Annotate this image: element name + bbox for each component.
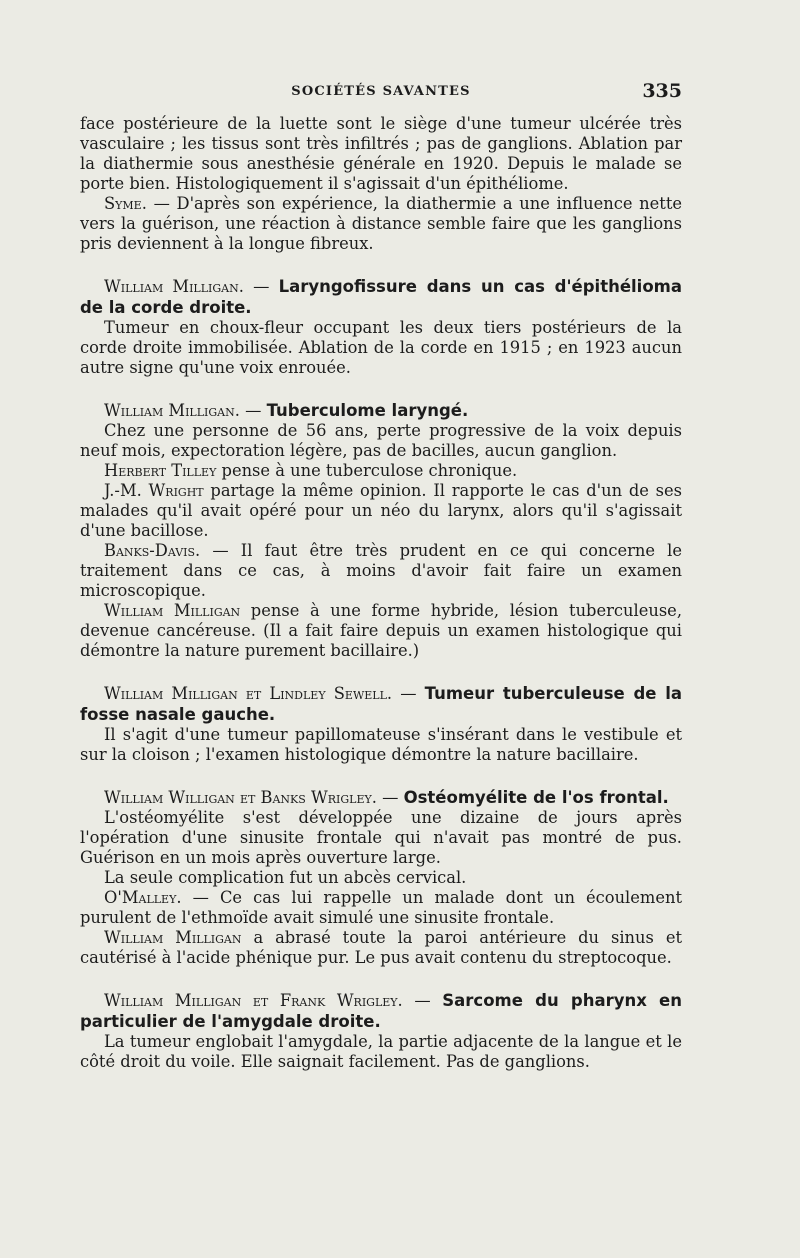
speaker-name: Herbert Tilley [104,461,217,480]
section-paragraph [80,421,682,461]
page-header [80,80,682,104]
paragraph-text: L'ostéomyélite s'est développée une dizaine de jours après l'opération d'une sinusite frontale qui n'avait pas montré de pus. Guérison en un mois après ouverture large. [80,808,682,867]
section-paragraph [80,481,682,541]
section-sarcome [80,990,682,1072]
speaker-name: William Milligan [104,928,242,947]
speaker-name: J.-M. Wright [104,481,204,500]
section-authors: William Milligan. [104,401,240,420]
heading-separator: — [239,401,267,420]
speaker-name: William Milligan [104,601,241,620]
section-authors: William Milligan et Lindley Sewell. [104,684,393,703]
paragraph-text: — Il faut être très prudent en ce qui concerne le traitement dans ce cas, à moins d'avoir fait faire un examen microscopique. [80,541,682,600]
section-paragraph [80,808,682,868]
running-title: SOCIÉTÉS SAVANTES [291,84,471,99]
paragraph-text: La seule complication fut un abcès cervical. [104,868,467,887]
paragraph-text: La tumeur englobait l'amygdale, la partie adjacente de la langue et le côté droit du voile. Elle saignait facilement. Pas de ganglions. [80,1032,682,1071]
section-heading [80,276,682,318]
paragraph-text: Il s'agit d'une tumeur papillomateuse s'insérant dans le vestibule et sur la cloison ; l'examen histologique démontre la nature bacillaire. [80,725,682,764]
paragraph-text: Chez une personne de 56 ans, perte progressive de la voix depuis neuf mois, expectoration légère, pas de bacilles, aucun ganglion. [80,421,682,460]
section-heading [80,683,682,725]
page-body [80,114,682,1072]
speaker-name: Syme. [104,194,147,213]
section-title: Tuberculome laryngé. [266,401,469,420]
section-paragraph [80,541,682,601]
intro-discussion-paragraph [80,194,682,254]
section-paragraph [80,318,682,378]
section-paragraph [80,601,682,661]
speaker-name: O'Malley. [104,888,182,907]
paragraph-text: partage la même opinion. Il rapporte le cas d'un de ses malades qu'il avait opéré pour un néo du larynx, alors qu'il s'agissait d'une bacillose. [80,481,682,540]
section-laryngofissure [80,276,682,378]
section-osteomyelite [80,787,682,968]
section-title: Ostéomyélite de l'os frontal. [403,788,669,807]
heading-separator: — [392,684,425,703]
heading-separator: — [376,788,404,807]
section-authors: William Willigan et Banks Wrigley. [104,788,377,807]
paragraph-text: pense à une forme hybride, lésion tuberculeuse, devenue cancéreuse. (Il a fait faire depuis un examen histologique qui démontre la nature purement bacillaire.) [80,601,682,660]
section-paragraph [80,888,682,928]
heading-separator: — [243,277,279,296]
paragraph-text: — Ce cas lui rappelle un malade dont un écoulement purulent de l'ethmoïde avait simulé une sinusite frontale. [80,888,682,927]
section-title: Tumeur tuberculeuse de la fosse nasale gauche. [80,684,682,724]
section-title: Laryngofissure dans un cas d'épithélioma de la corde droite. [80,277,682,317]
section-paragraph [80,461,682,481]
section-heading [80,990,682,1032]
heading-separator: — [402,991,443,1010]
speaker-name: Banks-Davis. [104,541,201,560]
paragraph-text: pense à une tuberculose chronique. [216,461,518,480]
paragraph-text: Tumeur en choux-fleur occupant les deux tiers postérieurs de la corde droite immobilisée. Ablation de la corde en 1915 ; en 1923 aucun autre signe qu'une voix enrouée. [80,318,682,377]
section-authors: William Milligan et Frank Wrigley. [104,991,403,1010]
section-heading [80,787,682,808]
section-tumeur-tuberculeuse [80,683,682,765]
section-title: Sarcome du pharynx en particulier de l'amygdale droite. [80,991,682,1031]
page-number: 335 [642,80,682,102]
intro-paragraph: face postérieure de la luette sont le siège d'une tumeur ulcérée très vasculaire ; les tissus sont très infiltrés ; pas de ganglions. Ablation par la diathermie sous anesthésie générale en 1920. Depuis le malade se porte bien. Histologiquement il s'agissait d'un épithéliome. [80,114,682,193]
section-tuberculome [80,400,682,661]
section-paragraph [80,725,682,765]
discussion-text: — D'après son expérience, la diathermie a une influence nette vers la guérison, une réaction à distance semble faire que les ganglions pris deviennent à la longue fibreux. [80,194,682,253]
paragraph-text: a abrasé toute la paroi antérieure du sinus et cautérisé à l'acide phénique pur. Le pus avait contenu du streptocoque. [80,928,682,967]
section-paragraph [80,928,682,968]
section-heading [80,400,682,421]
section-paragraph [80,1032,682,1072]
section-paragraph [80,868,682,888]
section-authors: William Milligan. [104,277,244,296]
